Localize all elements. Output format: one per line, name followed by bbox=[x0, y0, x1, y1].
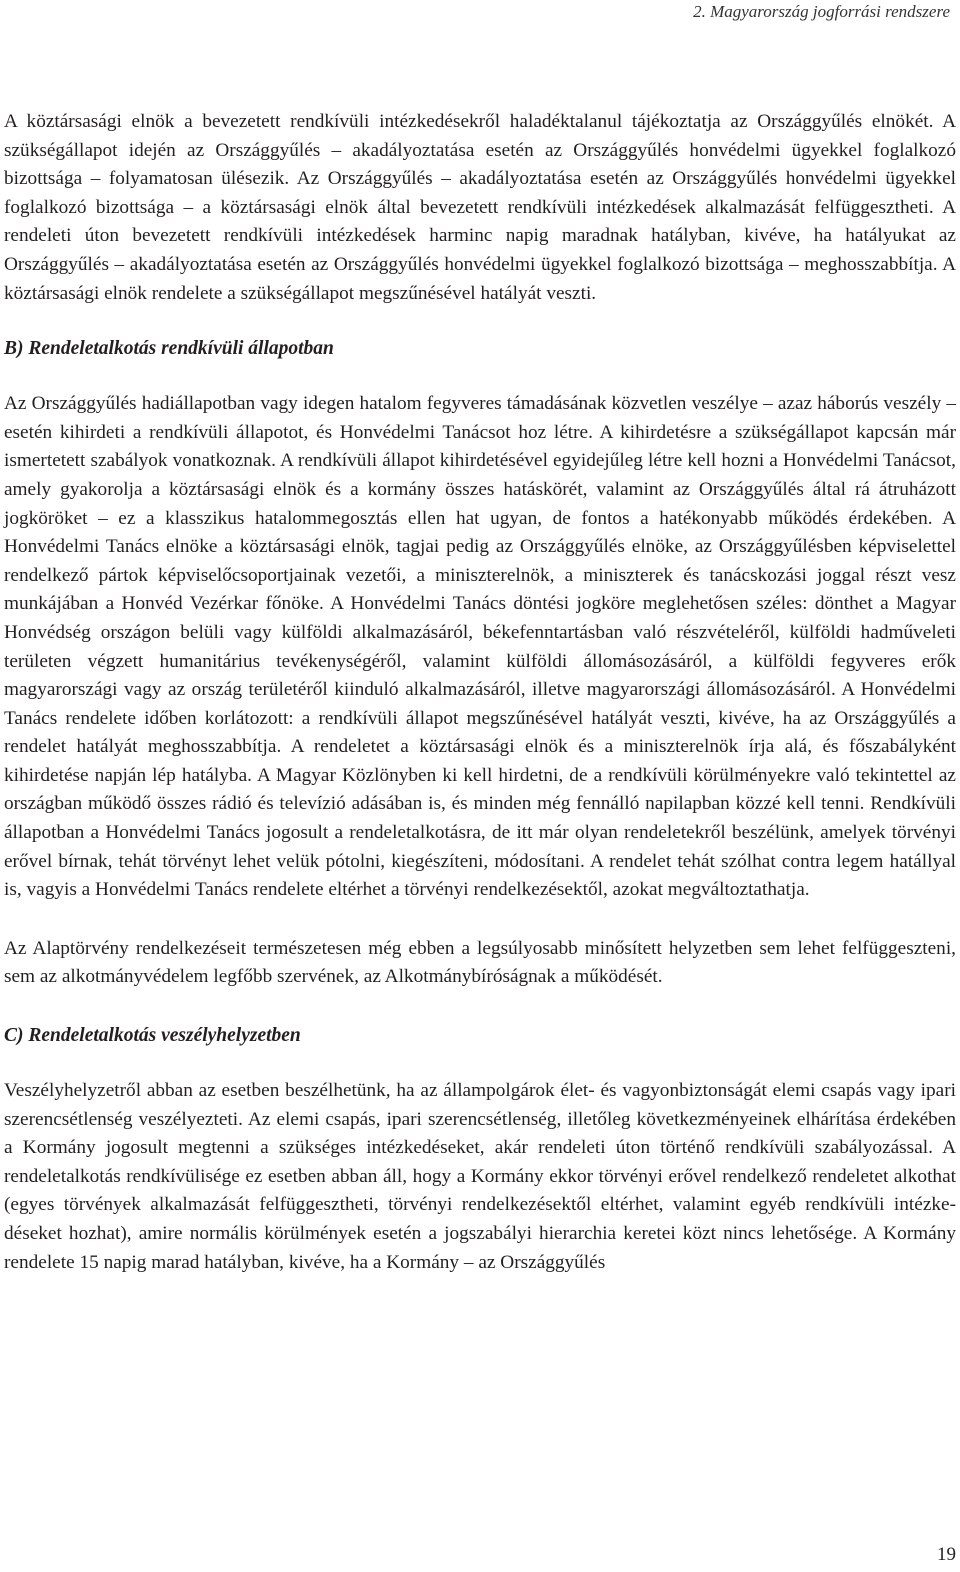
section-heading-b: B) Rendeletalkotás rendkívüli állapotban bbox=[4, 338, 334, 360]
paragraph-fundamental-law: Az Alaptörvény rendelkezéseit természetesen még ebben a legsúlyosabb minősített helyzetben sem lehet felfüggeszteni, sem az alkotmányvédelem legfőbb szervének, az Alkotmánybíróságnak a működését. bbox=[4, 937, 956, 988]
running-header-title: 2. Magyarország jogforrási rendszere bbox=[693, 2, 950, 21]
document-body bbox=[4, 108, 956, 1277]
paragraph-state-of-necessity: A köztársasági elnök a bevezetett rendkívüli intézkedésekről haladéktalanul tájékoztatja az Országgyűlés elnökét. A szükségállapot idején az Országgyűlés – akadályoztatása esetén az Országgyűlés honvédelmi ügyekkel foglalkozó bizottsága – folyamatosan ülésezik. Az Országgyűlés – akadályoztatása esetén az Országgyűlés honvédelmi ügyekkel foglalkozó bizottsága – a köztársasági elnök által bevezetett rendkívüli intézkedések alkalmazását felfüggesztheti. A rendeleti úton bevezetett rendkívüli intézkedések harminc napig maradnak hatályban, kivéve, ha hatályukat az Országgyűlés – akadályoztatása esetén az Országgyűlés honvédelmi ügyekkel foglalkozó bizottsága – meghosszabbítja. A köztársasági elnök rendelete a szükségállapot megszűnésével hatályát veszti. bbox=[4, 111, 956, 304]
page-number: 19 bbox=[937, 1544, 956, 1565]
section-heading-c: C) Rendeletalkotás veszélyhelyzetben bbox=[4, 1025, 301, 1047]
running-header bbox=[0, 0, 960, 28]
paragraph-state-of-danger: Veszélyhelyzetről abban az esetben beszélhetünk, ha az állampolgárok élet- és vagyonbiztonságát elemi csapás vagy ipari szerencsétlenség veszélyezteti. Az elemi csapás, ipari szerencsétlenség, illetőleg következményeinek elhárítása érdekében a Kormány jogosult megtenni a szükséges intézkedéseket, akár rendeleti úton történő rendkívüli szabályozással. A rendeletalkotás rendkívülisége ez esetben abban áll, hogy a Kormány ekkor törvényi erővel rendelkező rendeletet alkothat (egyes törvények alkalmazását felfüggesztheti, törvényi rendelkezésektől eltérhet, valamint egyéb rendkívüli intézkedéseket hozhat), amire normális körülmények esetén a jogszabályi hierarchia keretei közt nincs lehetősége. A Kormány rendelete 15 napig marad hatályban, kivéve, ha a Kormány – az Országgyűlés bbox=[4, 1080, 956, 1273]
paragraph-state-of-emergency: Az Országgyűlés hadiállapotban vagy idegen hatalom fegyveres támadásának közvetlen veszélye – azaz háborús veszély – esetén kihirdeti a rendkívüli állapotot, és Honvédelmi Tanácsot hoz létre. A kihirdetésre a szükségállapot kapcsán már ismertetett szabályok vonatkoznak. A rendkívüli állapot kihirdetésével egyidejűleg létre kell hozni a Honvédelmi Tanácsot, amely gyakorolja a köztársasági elnök és a kormány összes hatáskörét, valamint az Országgyűlés által rá átruházott jogköröket – ez a klasszikus hatalommegosztás ellen hat ugyan, de fontos a hatékonyabb működés érdekében. A Honvédelmi Tanács elnöke a köztársasági elnök, tagjai pedig az Országgyűlés elnöke, az Országgyűlésben képviselettel rendelkező pártok képviselőcsoportjainak vezetői, a miniszterelnök, a miniszterek és tanácskozási joggal részt vesz munkájában a Honvéd Vezérkar főnöke. A Honvédelmi Tanács döntési jogköre meglehetősen széles: dönthet a Magyar Honvédség országon belüli vagy külföldi alkalmazásáról, békefenntartásban való részvételéről, külföldi hadműveleti területen végzett humanitárius tevékenységéről, valamint külföldi állomásozásáról, a külföldi fegyveres erők magyarországi vagy az ország területéről kiinduló alkalmazásáról, illetve magyarországi állomásozásáról. A Honvédelmi Tanács rendelete időben korlátozott: a rendkívüli állapot megszűnésével hatályát veszti, kivéve, ha az Országgyűlés a rendelet hatályát meghosszabbítja. A rendeletet a köztársasági elnök és a miniszterelnök írja alá, és főszabályként kihirdetése napján lép hatályba. A Magyar Közlönyben ki kell hirdetni, de a rendkívüli körülményekre való tekintettel az országban működő összes rádió és televízió adásában is, és minden még fennálló napilapban közzé kell tenni. Rendkívüli állapotban a Honvédelmi Tanács jogosult a rendeletalkotásra, de itt már olyan rendeletekről beszélünk, amelyek törvényi erővel bírnak, tehát törvényt lehet velük pótolni, kiegészíteni, módosítani. A rendelet tehát szólhat contra legem hatállyal is, vagyis a Honvédelmi Tanács rendelete eltérhet a törvényi rendelkezésektől, azokat megváltoztathatja. bbox=[4, 393, 956, 901]
